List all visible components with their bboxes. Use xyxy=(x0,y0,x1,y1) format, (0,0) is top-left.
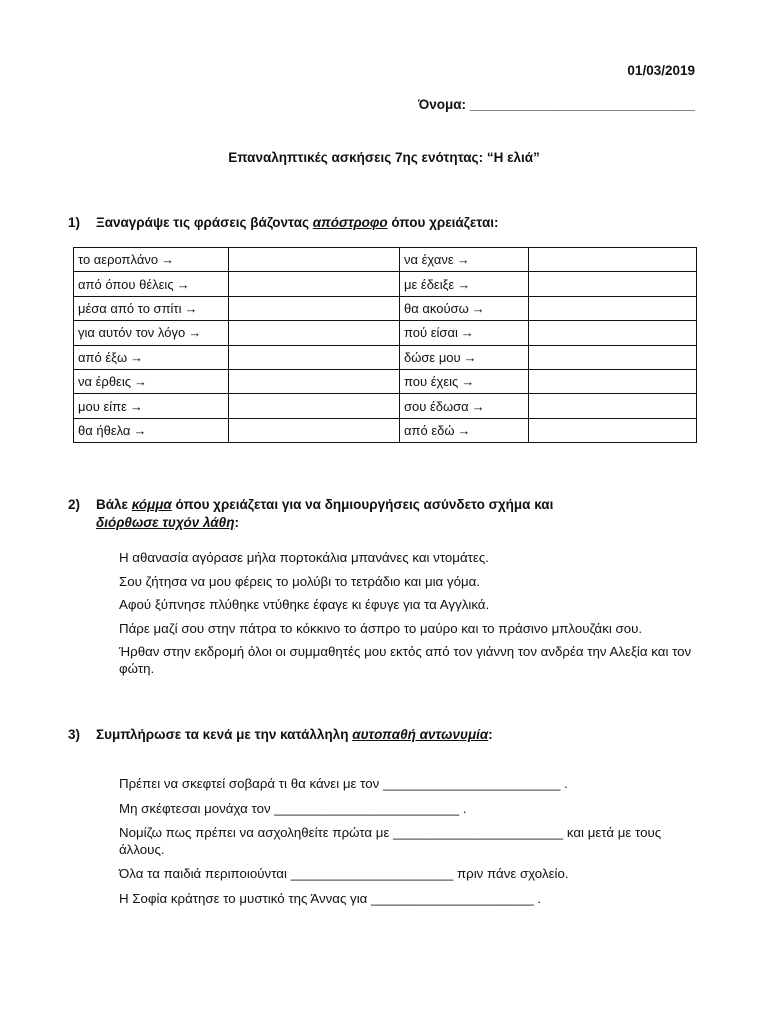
question-3-sentences xyxy=(119,776,696,907)
right-phrase-cell xyxy=(400,248,529,272)
question-3-sentence[interactable]: Η Σοφία κράτησε το μυστικό της Άννας για ______________________ . xyxy=(119,890,542,906)
question-3-number: 3) xyxy=(68,727,81,742)
left-answer-cell[interactable] xyxy=(229,296,400,320)
left-answer-cell[interactable] xyxy=(229,248,400,272)
left-answer-cell[interactable] xyxy=(229,345,400,369)
left-answer-cell[interactable] xyxy=(229,321,400,345)
left-answer-cell[interactable] xyxy=(229,272,400,296)
table-row xyxy=(74,248,697,272)
right-answer-cell[interactable] xyxy=(529,272,697,296)
right-arrow-icon: → xyxy=(188,325,202,341)
right-phrase-cell xyxy=(400,272,529,296)
right-phrase: από εδώ xyxy=(404,422,455,438)
right-answer-cell[interactable] xyxy=(529,248,697,272)
right-arrow-icon: → xyxy=(471,398,485,414)
question-3-sentence[interactable]: Πρέπει να σκεφτεί σοβαρά τι θα κάνει με τον ________________________ . xyxy=(119,776,568,791)
right-phrase: δώσε μου xyxy=(404,349,461,365)
left-phrase-cell xyxy=(74,418,229,442)
left-phrase: από όπου θέλεις xyxy=(78,276,174,292)
right-arrow-icon: → xyxy=(460,325,474,341)
right-arrow-icon: → xyxy=(133,422,147,438)
question-3-prefix: Συμπλήρωσε τα κενά με την κατάλληλη xyxy=(96,727,353,742)
question-2-sentences xyxy=(119,550,696,677)
right-phrase: θα ακούσω xyxy=(404,300,469,316)
left-phrase-cell xyxy=(74,345,229,369)
right-answer-cell[interactable] xyxy=(529,296,697,320)
question-3-suffix: : xyxy=(488,727,493,742)
right-answer-cell[interactable] xyxy=(529,369,697,393)
left-phrase: το αεροπλάνο xyxy=(78,252,159,268)
question-2-prefix: Βάλε xyxy=(96,497,132,512)
right-answer-cell[interactable] xyxy=(529,394,697,418)
question-1-heading xyxy=(68,215,499,230)
left-phrase: για αυτόν τον λόγο xyxy=(78,325,186,341)
date: 01/03/2019 xyxy=(627,63,695,78)
right-phrase: με έδειξε xyxy=(404,276,455,292)
left-phrase-cell xyxy=(74,272,229,296)
apostrophe-table xyxy=(73,247,697,443)
left-phrase: μέσα από το σπίτι xyxy=(78,300,182,316)
right-arrow-icon: → xyxy=(184,300,198,316)
right-arrow-icon: → xyxy=(176,276,190,292)
table-row xyxy=(74,418,697,442)
right-answer-cell[interactable] xyxy=(529,321,697,345)
question-3-emphasis: αυτοπαθή αντωνυμία xyxy=(352,727,489,742)
right-phrase-cell xyxy=(400,321,529,345)
table-row xyxy=(74,345,697,369)
right-phrase-cell xyxy=(400,296,529,320)
question-1-prefix: Ξαναγράψε τις φράσεις βάζοντας xyxy=(96,215,313,230)
worksheet-title: Επαναληπτικές ασκήσεις 7ης ενότητας: “Η ελιά” xyxy=(228,150,540,165)
left-answer-cell[interactable] xyxy=(229,394,400,418)
left-phrase-cell xyxy=(74,369,229,393)
table-row xyxy=(74,296,697,320)
question-3-sentence[interactable]: Νομίζω πως πρέπει να ασχοληθείτε πρώτα με _______________________ και μετά με τους άλλους. xyxy=(119,825,662,857)
left-phrase-cell xyxy=(74,296,229,320)
right-arrow-icon: → xyxy=(471,300,485,316)
right-arrow-icon: → xyxy=(134,374,147,390)
table-row xyxy=(74,272,697,296)
question-3-sentence[interactable]: Όλα τα παιδιά περιποιούνται ______________________ πριν πάνε σχολείο. xyxy=(119,866,569,881)
right-arrow-icon: → xyxy=(161,252,175,268)
right-answer-cell[interactable] xyxy=(529,418,697,442)
right-phrase: να έχανε xyxy=(404,252,454,268)
left-answer-cell[interactable] xyxy=(229,369,400,393)
table-row xyxy=(74,321,697,345)
right-arrow-icon: → xyxy=(457,422,471,438)
question-3-sentence[interactable]: Μη σκέφτεσαι μονάχα τον _________________________ . xyxy=(119,800,467,816)
question-2-heading xyxy=(68,496,696,532)
question-2-sentence: Η αθανασία αγόρασε μήλα πορτοκάλια μπανάνες και ντομάτες. xyxy=(119,550,489,565)
table-row xyxy=(74,369,697,393)
left-phrase: θα ήθελα xyxy=(78,422,131,438)
right-answer-cell[interactable] xyxy=(529,345,697,369)
right-phrase-cell xyxy=(400,418,529,442)
question-3-heading xyxy=(68,727,493,742)
table-row xyxy=(74,394,697,418)
question-2-sentence: Σου ζήτησα να μου φέρεις το μολύβι το τετράδιο και μια γόμα. xyxy=(119,573,481,589)
left-answer-cell[interactable] xyxy=(229,418,400,442)
right-arrow-icon: → xyxy=(456,252,470,268)
question-2-sentence: Ήρθαν στην εκδρομή όλοι οι συμμαθητές μου εκτός από τον γιάννη τον ανδρέα την Αλεξία και τον φώτη. xyxy=(119,644,692,676)
left-phrase: να έρθεις xyxy=(78,374,131,390)
left-phrase-cell xyxy=(74,248,229,272)
question-1-emphasis: απόστροφο xyxy=(312,215,388,230)
question-2-sentence: Αφού ξύπνησε πλύθηκε ντύθηκε έφαγε κι έφυγε για τα Αγγλικά. xyxy=(119,597,490,612)
left-phrase-cell xyxy=(74,321,229,345)
name-field-label: Όνομα: ______________________________ xyxy=(418,97,695,112)
question-2-number: 2) xyxy=(68,497,81,512)
right-phrase-cell xyxy=(400,394,529,418)
question-2-middle: όπου χρειάζεται για να δημιουργήσεις ασύνδετο σχήμα και xyxy=(171,497,554,512)
right-phrase: σου έδωσα xyxy=(404,398,469,414)
right-phrase: που έχεις xyxy=(404,374,459,390)
left-phrase-cell xyxy=(74,394,229,418)
right-arrow-icon: → xyxy=(457,276,471,292)
question-2-emphasis-fix: διόρθωσε τυχόν λάθη xyxy=(96,515,235,530)
right-arrow-icon: → xyxy=(129,398,143,414)
right-arrow-icon: → xyxy=(463,349,477,365)
question-1-number: 1) xyxy=(68,215,81,230)
left-phrase: από έξω xyxy=(78,349,128,365)
right-arrow-icon: → xyxy=(130,349,144,365)
left-phrase: μου είπε xyxy=(78,398,127,414)
question-2-suffix: : xyxy=(234,515,239,530)
question-2-sentence: Πάρε μαζί σου στην πάτρα το κόκκινο το άσπρο το μαύρο και το πράσινο μπλουζάκι σου. xyxy=(119,620,643,636)
question-1-suffix: όπου χρειάζεται: xyxy=(387,215,499,230)
right-phrase: πού είσαι xyxy=(404,325,458,341)
right-phrase-cell xyxy=(400,345,529,369)
right-arrow-icon: → xyxy=(461,374,475,390)
right-phrase-cell xyxy=(400,369,529,393)
question-2-emphasis-comma: κόμμα xyxy=(131,497,172,512)
